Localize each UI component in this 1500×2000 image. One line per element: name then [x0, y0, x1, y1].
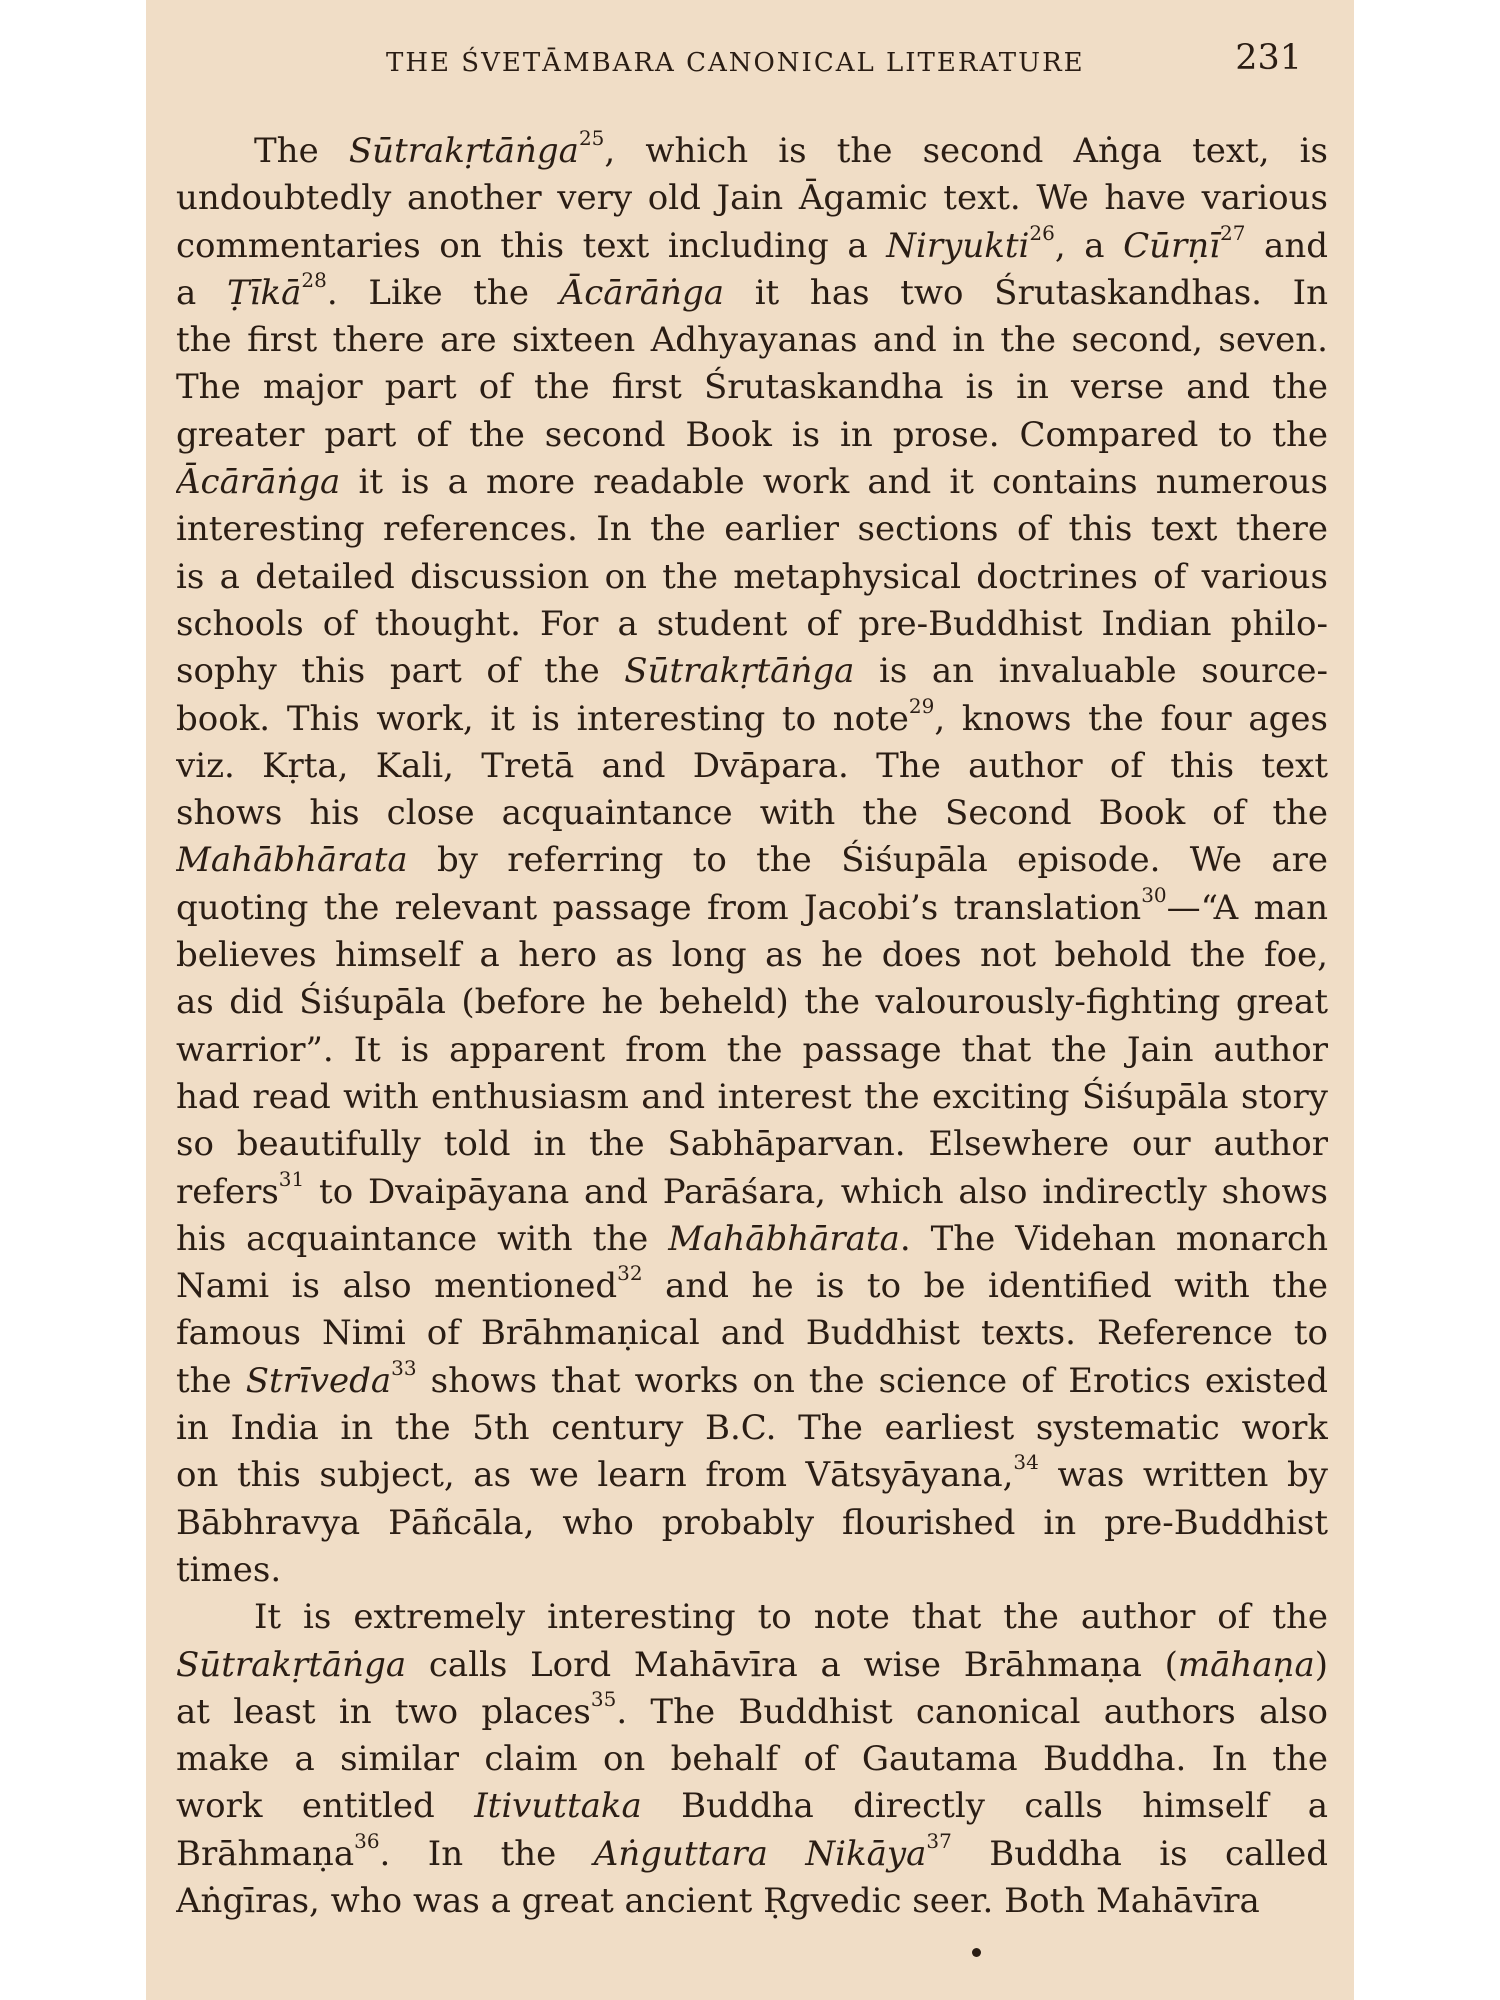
text-line: [176, 1831, 1328, 1878]
print-speck: [972, 1948, 981, 1957]
text-run: . In the: [379, 1833, 594, 1874]
text-run: on this subject, as we learn from Vātsyāyana,: [176, 1455, 1014, 1496]
text-run: —“A man: [1166, 887, 1328, 928]
text-line: [176, 1594, 1328, 1641]
text-run: Buddha directly calls himself a: [641, 1786, 1328, 1827]
text-line: [176, 1027, 1328, 1074]
text-run: schools of thought. For a student of pre-Buddhist Indian philo-: [176, 603, 1328, 644]
text-run: The major part of the first Śrutaskandha is in verse and the: [176, 367, 1328, 408]
italic-title: Niryukti: [886, 225, 1030, 266]
text-line: [176, 459, 1328, 506]
text-run: undoubtedly another very old Jain Āgamic text. We have various: [176, 178, 1328, 219]
italic-title: māhaṇa: [1177, 1644, 1315, 1685]
text-run: The: [254, 131, 349, 171]
text-run: famous Nimi of Brāhmaṇical and Buddhist texts. Reference to: [176, 1313, 1328, 1354]
text-run: , which is the second Aṅga text, is: [604, 131, 1328, 171]
text-run: to Dvaipāyana and Parāśara, which also indirectly shows: [304, 1171, 1328, 1212]
text-run: book. This work, it is interesting to note: [176, 698, 909, 739]
text-run: , a: [1054, 225, 1124, 266]
footnote-ref: 30: [1141, 884, 1167, 907]
body-text: [176, 128, 1328, 1925]
text-run: viz. Kṛta, Kali, Tretā and Dvāpara. The author of this text: [176, 745, 1328, 786]
text-run: had read with enthusiasm and interest the exciting Śiśupāla story: [176, 1076, 1328, 1117]
text-line: [176, 1547, 1328, 1594]
footnote-ref: 34: [1013, 1452, 1039, 1475]
text-run: it has two Śrutaskandhas. In: [723, 272, 1328, 313]
text-run: work entitled: [176, 1786, 475, 1827]
text-line: [176, 743, 1328, 790]
text-run: quoting the relevant passage from Jacobi’s translation: [176, 887, 1142, 928]
text-line: [176, 601, 1328, 648]
text-run: is an invaluable source-: [854, 651, 1328, 692]
text-run: is a detailed discussion on the metaphysical doctrines of various: [176, 556, 1328, 597]
text-line: [176, 1452, 1328, 1499]
text-line: [176, 1121, 1328, 1168]
text-run: Buddha is called: [951, 1833, 1328, 1874]
text-line: [176, 175, 1328, 222]
text-run: Aṅgīras, who was a great ancient Ṛgvedic seer. Both Mahāvīra: [176, 1880, 1260, 1921]
text-run: . The Buddhist canonical authors also: [616, 1691, 1328, 1732]
text-line: [176, 979, 1328, 1026]
text-run: a: [176, 272, 227, 313]
italic-title: Ācārāṅga: [176, 462, 341, 503]
footnote-ref: 28: [301, 269, 327, 292]
text-line: [176, 1216, 1328, 1263]
text-line: [176, 270, 1328, 317]
text-run: at least in two places: [176, 1691, 591, 1732]
text-line: [176, 1642, 1328, 1689]
text-line: [176, 648, 1328, 695]
text-run: his acquaintance with the: [176, 1218, 669, 1259]
footnote-ref: 26: [1029, 222, 1055, 245]
text-line: [176, 932, 1328, 979]
footnote-ref: 27: [1220, 222, 1246, 245]
text-run: ): [1314, 1644, 1328, 1685]
text-line: [176, 1169, 1328, 1216]
italic-title: Cūrṇī: [1123, 225, 1221, 266]
text-run: sophy this part of the: [176, 651, 625, 692]
running-header: [146, 38, 1354, 88]
page-number: 231: [1235, 38, 1302, 78]
text-line: [176, 1736, 1328, 1783]
italic-title: Sūtrakṛtāṅga: [176, 1644, 407, 1685]
text-line: [176, 1783, 1328, 1830]
text-line: [176, 554, 1328, 601]
text-line: [176, 317, 1328, 364]
text-run: in India in the 5th century B.C. The earliest systematic work: [176, 1408, 1328, 1449]
italic-title: Sūtrakṛtāṅga: [624, 651, 855, 692]
text-run: times.: [176, 1549, 282, 1590]
text-run: Brāhmaṇa: [176, 1833, 355, 1874]
text-run: Nami is also mentioned: [176, 1266, 618, 1307]
text-run: the first there are sixteen Adhyayanas and in the second, seven.: [176, 320, 1328, 361]
text-run: . The Videhan monarch: [899, 1218, 1328, 1259]
text-run: It is extremely interesting to note that the author of the: [254, 1597, 1328, 1638]
text-run: , knows the four ages: [934, 698, 1328, 739]
text-run: commentaries on this text including a: [176, 225, 887, 266]
text-line: [176, 1358, 1328, 1405]
italic-title: Sūtrakṛtāṅga: [348, 131, 579, 171]
text-run: and he is to be identified with the: [642, 1266, 1328, 1307]
text-run: Bābhravya Pāñcāla, who probably flourished in pre-Buddhist: [176, 1502, 1328, 1543]
text-line: [176, 1263, 1328, 1310]
text-run: it is a more readable work and it contains numerous: [340, 462, 1328, 503]
text-run: so beautifully told in the Sabhāparvan. Elsewhere our author: [176, 1124, 1328, 1165]
text-line: [176, 364, 1328, 411]
italic-title: Ācārāṅga: [559, 272, 724, 313]
text-line: [176, 1405, 1328, 1452]
text-line: [176, 1500, 1328, 1547]
text-line: [176, 128, 1328, 175]
text-run: warrior”. It is apparent from the passage that the Jain author: [176, 1029, 1328, 1070]
paragraph: [176, 1594, 1328, 1925]
text-line: [176, 412, 1328, 459]
italic-title: Strīveda: [245, 1360, 392, 1401]
text-run: greater part of the second Book is in prose. Compared to the: [176, 414, 1328, 455]
text-run: believes himself a hero as long as he does not behold the foe,: [176, 935, 1328, 976]
text-line: [176, 885, 1328, 932]
footnote-ref: 33: [391, 1357, 417, 1380]
footnote-ref: 32: [617, 1263, 643, 1286]
text-line: [176, 1689, 1328, 1736]
text-run: and: [1245, 225, 1328, 266]
text-run: . Like the: [326, 272, 560, 313]
italic-title: Ṭīkā: [226, 272, 302, 313]
italic-title: Mahābhārata: [176, 840, 408, 881]
text-run: was written by: [1038, 1455, 1328, 1496]
footnote-ref: 36: [354, 1830, 380, 1853]
text-run: make a similar claim on behalf of Gautama Buddha. In the: [176, 1739, 1328, 1780]
italic-title: Mahābhārata: [668, 1218, 900, 1259]
text-run: calls Lord Mahāvīra a wise Brāhmaṇa (: [406, 1644, 1178, 1685]
text-run: refers: [176, 1171, 279, 1212]
footnote-ref: 29: [908, 695, 935, 718]
text-line: [176, 1074, 1328, 1121]
text-run: as did Śiśupāla (before he beheld) the valourously-fighting great: [176, 982, 1328, 1023]
text-line: [176, 1310, 1328, 1357]
text-line: [176, 837, 1328, 884]
footnote-ref: 37: [926, 1830, 952, 1853]
text-run: shows that works on the science of Erotics existed: [416, 1360, 1328, 1401]
text-line: [176, 790, 1328, 837]
paragraph: [176, 128, 1328, 1594]
text-run: the: [176, 1360, 246, 1401]
text-run: shows his close acquaintance with the Second Book of the: [176, 793, 1328, 834]
footnote-ref: 31: [278, 1168, 305, 1191]
book-page: [146, 0, 1354, 2000]
footnote-ref: 25: [578, 128, 605, 150]
running-title: THE ŚVETĀMBARA CANONICAL LITERATURE: [386, 48, 1085, 78]
text-run: by referring to the Śiśupāla episode. We are: [407, 840, 1328, 881]
italic-title: Itivuttaka: [474, 1786, 642, 1827]
text-line: [176, 506, 1328, 553]
footnote-ref: 35: [590, 1688, 617, 1711]
text-line: [176, 696, 1328, 743]
text-line: [176, 223, 1328, 270]
text-run: interesting references. In the earlier sections of this text there: [176, 509, 1328, 550]
text-line: [176, 1878, 1328, 1925]
italic-title: Aṅguttara Nikāya: [593, 1833, 927, 1874]
